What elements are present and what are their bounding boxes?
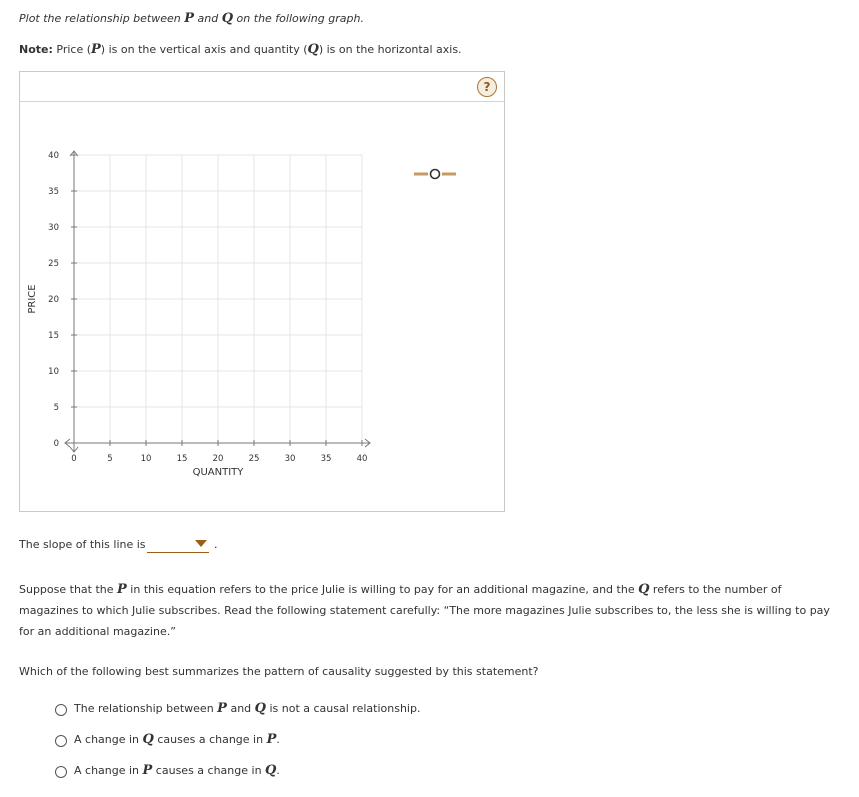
help-button[interactable] — [477, 77, 497, 97]
y-tick-label: 25 — [48, 259, 59, 269]
scenario-paragraph: Suppose that the P in this equation refers to the price Julie is willing to pay for an additional magazine, and the Q refers to the number of magazines to which Julie subscribes. Read the following statement carefully: “The more magazines Julie subscribes to, the less she is willing to pay for an additional magazine.” — [19, 582, 830, 638]
radio-button[interactable] — [55, 704, 67, 716]
instruction-text: Plot the relationship between P and Q on the following graph. — [19, 11, 364, 26]
x-tick-label: 15 — [176, 454, 188, 464]
y-tick-label: 10 — [48, 367, 59, 377]
question-mark-icon: ? — [483, 80, 491, 94]
graph-panel — [19, 71, 505, 512]
graph-chart[interactable] — [20, 102, 506, 513]
y-tick-label: 15 — [48, 331, 59, 341]
x-tick-label: 20 — [212, 454, 224, 464]
option-label: The relationship between P and Q is not a causal relationship. — [74, 701, 421, 716]
line-drawing-tool[interactable] — [414, 170, 456, 179]
x-axis-label: QUANTITY — [192, 467, 244, 478]
y-tick-label: 30 — [48, 223, 59, 233]
y-tick-label: 40 — [48, 151, 59, 161]
y-tick-label: 20 — [48, 295, 59, 305]
x-tick-label: 0 — [71, 454, 77, 464]
y-axis-label: PRICE — [27, 284, 38, 314]
option-label: A change in Q causes a change in P. — [74, 732, 280, 747]
x-tick-label: 25 — [248, 454, 260, 464]
causality-question: Which of the following best summarizes the pattern of causality suggested by this statement? — [19, 665, 539, 678]
dropdown-arrow-icon — [195, 540, 207, 547]
slope-period: . — [214, 538, 218, 551]
line-tool-handle[interactable] — [431, 170, 440, 179]
y-tick-label: 0 — [53, 439, 59, 449]
option-label: A change in P causes a change in Q. — [74, 763, 280, 778]
slope-dropdown[interactable] — [147, 540, 209, 553]
y-tick-label: 5 — [53, 403, 59, 413]
y-tick-label: 35 — [48, 187, 59, 197]
x-tick-label: 5 — [107, 454, 113, 464]
x-tick-label: 10 — [140, 454, 152, 464]
x-tick-label: 30 — [284, 454, 296, 464]
radio-button[interactable] — [55, 735, 67, 747]
radio-button[interactable] — [55, 766, 67, 778]
note-text: Note: Price (P) is on the vertical axis and quantity (Q) is on the horizontal axis. — [19, 42, 462, 57]
graph-toolbar — [20, 72, 504, 102]
x-tick-label: 35 — [320, 454, 332, 464]
slope-label: The slope of this line is — [19, 538, 146, 551]
x-tick-label: 40 — [356, 454, 368, 464]
